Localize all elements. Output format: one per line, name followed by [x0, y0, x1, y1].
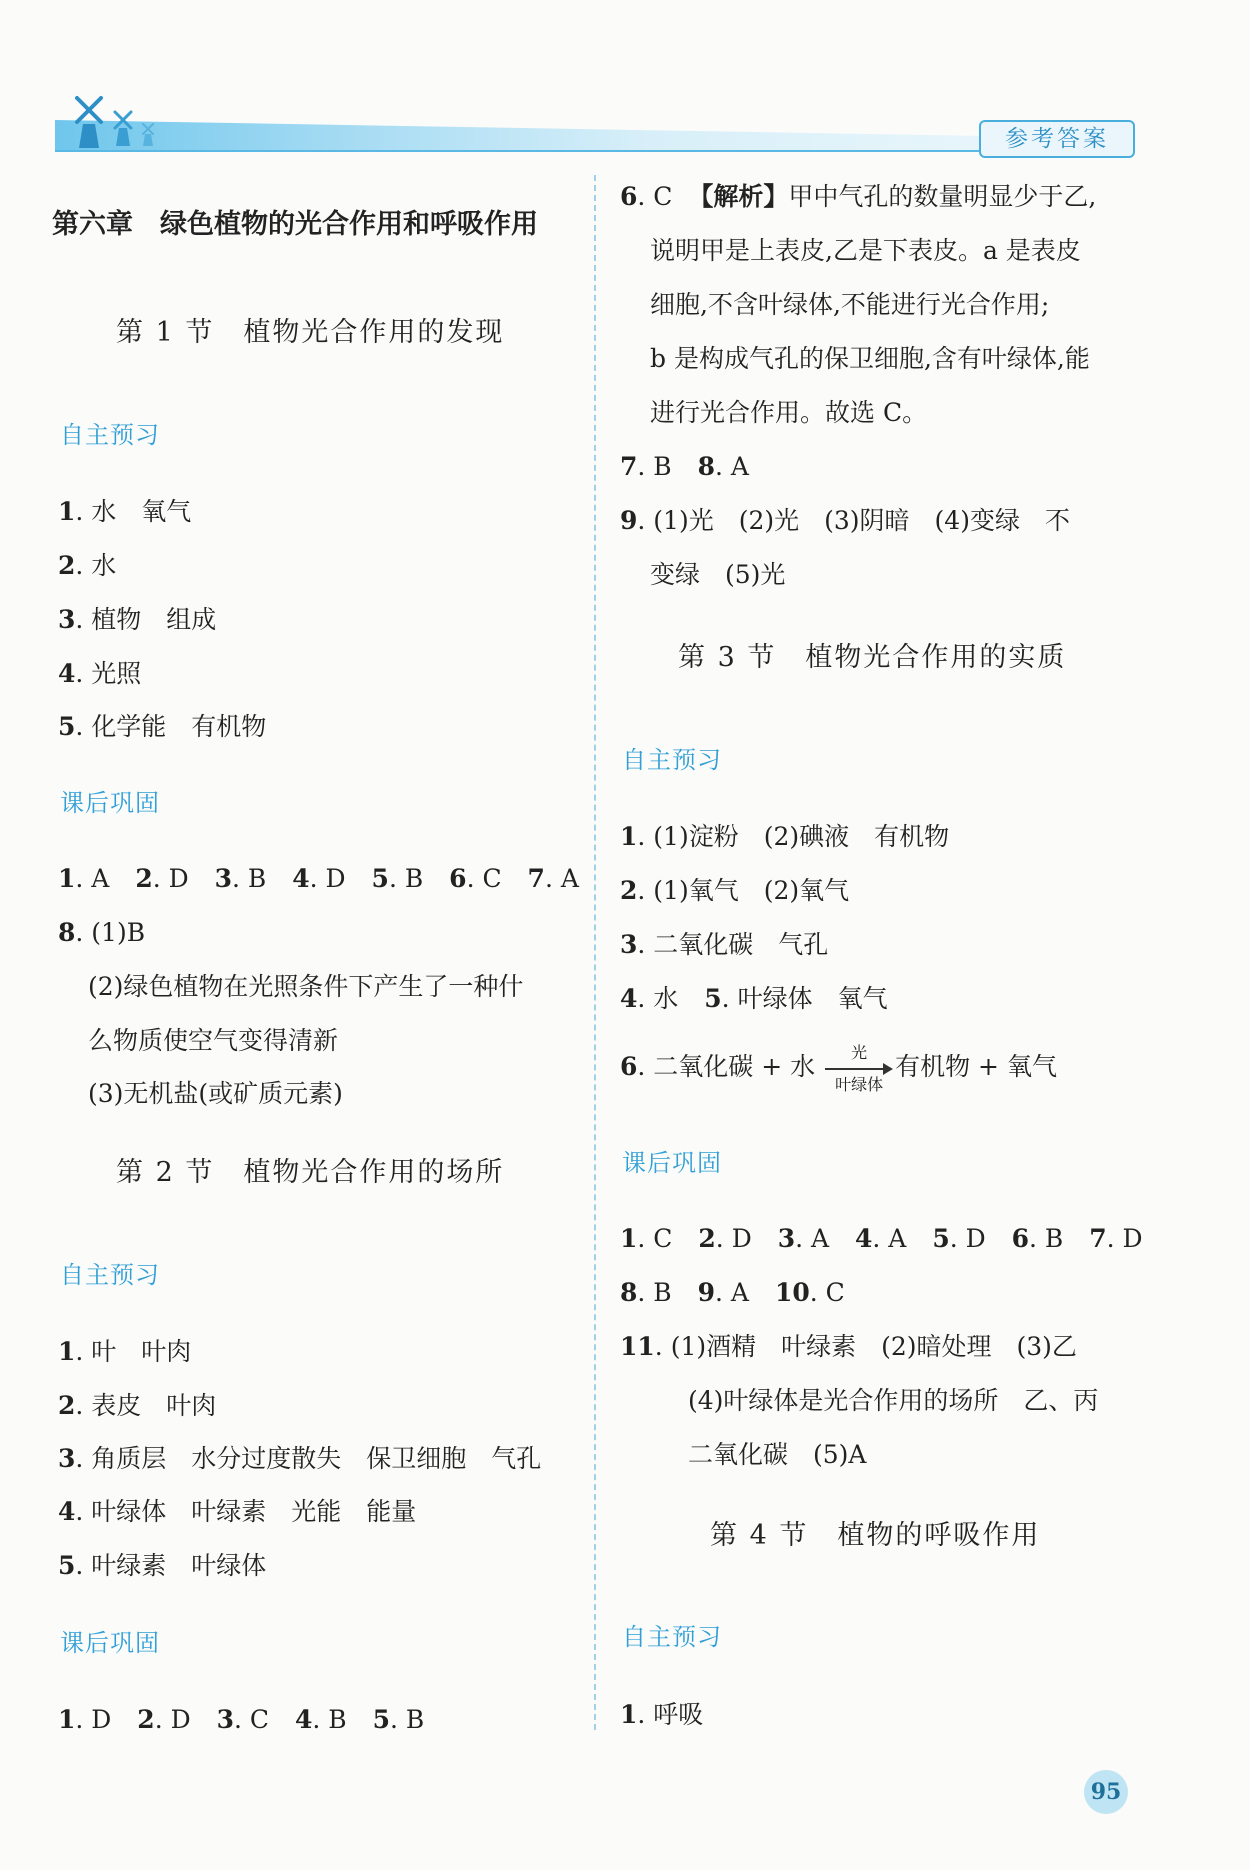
section-subhead: 自主预习: [622, 746, 722, 774]
header-rule: [55, 150, 1135, 152]
answer-line: 么物质使空气变得清新: [88, 1026, 339, 1055]
page-number: 95: [1084, 1770, 1128, 1814]
answer-line: 5. 化学能 有机物: [58, 712, 267, 741]
answer-line: 1. 水 氧气: [58, 497, 192, 526]
answer-line: 1. 呼吸: [620, 1700, 704, 1729]
answer-line: 1. 叶 叶肉: [58, 1337, 192, 1366]
answer-line: 二氧化碳 (5)A: [688, 1440, 867, 1469]
answer-line: 2. (1)氧气 (2)氧气: [620, 876, 850, 905]
answer-line: 1. A 2. D 3. B 4. D 5. B 6. C 7. A: [58, 864, 579, 893]
section-title: 第 2 节 植物光合作用的场所: [116, 1157, 505, 1188]
section-subhead: 课后巩固: [60, 1629, 160, 1657]
section-subhead: 自主预习: [60, 421, 160, 449]
column-divider: [594, 175, 596, 1730]
answer-line: 3. 植物 组成: [58, 605, 217, 634]
answer-line: 3. 角质层 水分过度散失 保卫细胞 气孔: [58, 1444, 542, 1473]
answer-line: 8. B 9. A 10. C: [620, 1278, 845, 1307]
answer-key-tag: 参考答案: [979, 120, 1135, 158]
answer-line: 2. 水: [58, 551, 117, 580]
answer-line: 1. (1)淀粉 (2)碘液 有机物: [620, 822, 950, 851]
answer-line: 6. C 【解析】甲中气孔的数量明显少于乙,: [620, 182, 1097, 211]
answer-line: 11. (1)酒精 叶绿素 (2)暗处理 (3)乙: [620, 1332, 1077, 1361]
answer-line: 1. C 2. D 3. A 4. A 5. D 6. B 7. D: [620, 1224, 1143, 1253]
answer-line: 1. D 2. D 3. C 4. B 5. B: [58, 1705, 425, 1734]
answer-line: 细胞,不含叶绿体,不能进行光合作用;: [650, 290, 1050, 319]
section-subhead: 自主预习: [622, 1623, 722, 1651]
chapter-title: 第六章 绿色植物的光合作用和呼吸作用: [52, 209, 538, 240]
section-title: 第 4 节 植物的呼吸作用: [710, 1520, 1041, 1551]
answer-line: 5. 叶绿素 叶绿体: [58, 1551, 267, 1580]
header-band: [55, 120, 1135, 152]
answer-line: 说明甲是上表皮,乙是下表皮。a 是表皮: [650, 236, 1081, 265]
section-subhead: 自主预习: [60, 1261, 160, 1289]
section-title: 第 1 节 植物光合作用的发现: [116, 317, 505, 348]
answer-line: 2. 表皮 叶肉: [58, 1391, 217, 1420]
equation-line: 6. 二氧化碳 + 水 光 叶绿体 有机物 + 氧气: [620, 1042, 1057, 1094]
answer-line: (3)无机盐(或矿质元素): [88, 1079, 343, 1108]
answer-line: 4. 叶绿体 叶绿素 光能 能量: [58, 1497, 417, 1526]
answer-line: 3. 二氧化碳 气孔: [620, 930, 829, 959]
answer-line: 变绿 (5)光: [650, 560, 786, 589]
reaction-arrow: 光 叶绿体: [823, 1054, 895, 1084]
answer-line: (4)叶绿体是光合作用的场所 乙、丙: [688, 1386, 1099, 1415]
answer-line: (2)绿色植物在光照条件下产生了一种什: [88, 972, 524, 1001]
answer-line: 4. 水 5. 叶绿体 氧气: [620, 984, 888, 1013]
page-header: [55, 90, 1135, 162]
answer-line: 4. 光照: [58, 659, 142, 688]
section-subhead: 课后巩固: [60, 789, 160, 817]
answer-line: 8. (1)B: [58, 918, 146, 947]
answer-line: 9. (1)光 (2)光 (3)阴暗 (4)变绿 不: [620, 506, 1070, 535]
answer-line: 7. B 8. A: [620, 452, 749, 481]
answer-line: 进行光合作用。故选 C。: [650, 398, 928, 427]
answer-line: b 是构成气孔的保卫细胞,含有叶绿体,能: [650, 344, 1090, 373]
windmill-icon: [59, 90, 169, 152]
section-subhead: 课后巩固: [622, 1149, 722, 1177]
section-title: 第 3 节 植物光合作用的实质: [678, 642, 1067, 673]
